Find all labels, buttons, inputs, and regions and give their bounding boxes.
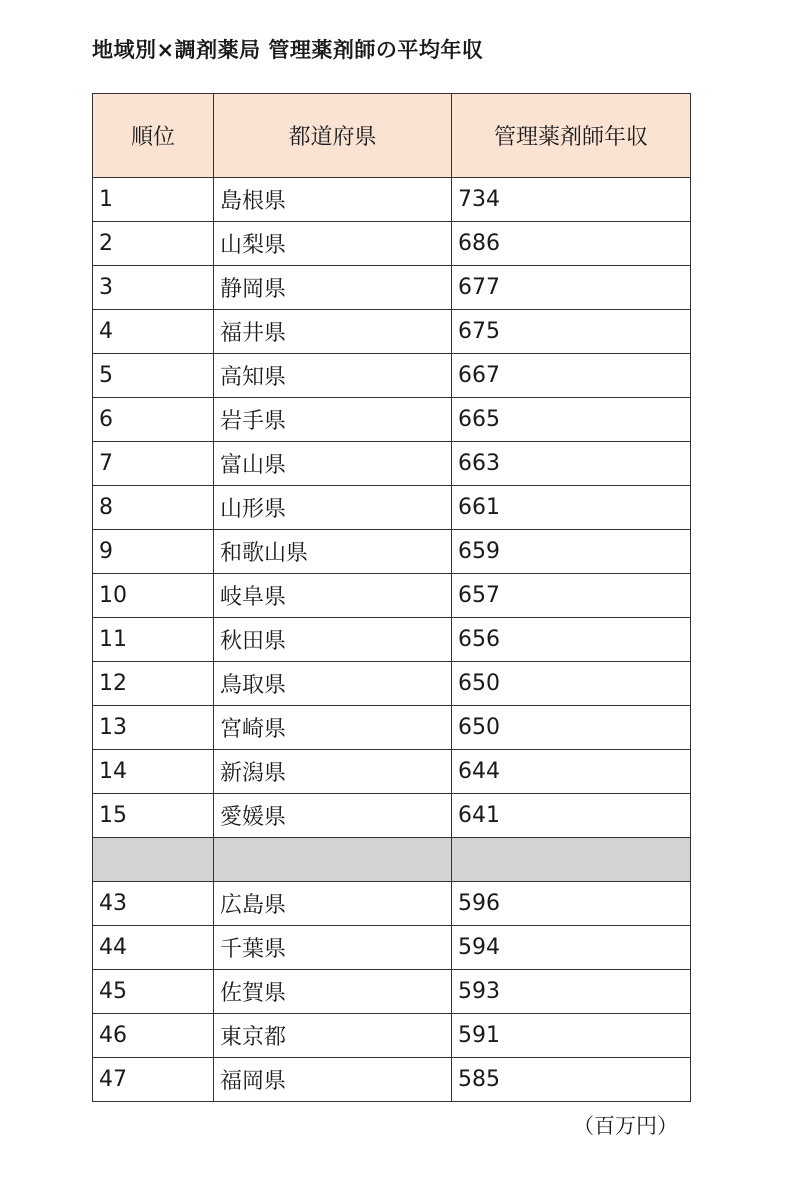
salary-cell: 686 (452, 222, 691, 266)
rank-cell: 13 (93, 706, 214, 750)
rank-cell: 43 (93, 882, 214, 926)
separator-cell (214, 838, 452, 882)
salary-cell: 665 (452, 398, 691, 442)
salary-cell: 677 (452, 266, 691, 310)
table-row (93, 1014, 691, 1058)
table-row (93, 1058, 691, 1102)
prefecture-cell: 福井県 (214, 310, 452, 354)
salary-cell: 644 (452, 750, 691, 794)
page-title: 地域別×調剤薬局 管理薬剤師の平均年収 (92, 38, 484, 62)
rank-cell: 9 (93, 530, 214, 574)
table-header-row (93, 94, 691, 178)
rank-cell: 7 (93, 442, 214, 486)
prefecture-cell: 秋田県 (214, 618, 452, 662)
prefecture-cell: 岐阜県 (214, 574, 452, 618)
prefecture-cell: 島根県 (214, 178, 452, 222)
prefecture-cell: 高知県 (214, 354, 452, 398)
salary-cell: 657 (452, 574, 691, 618)
prefecture-cell: 静岡県 (214, 266, 452, 310)
salary-cell: 663 (452, 442, 691, 486)
rank-cell: 8 (93, 486, 214, 530)
salary-cell: 641 (452, 794, 691, 838)
table-row (93, 882, 691, 926)
rank-cell: 14 (93, 750, 214, 794)
salary-cell: 594 (452, 926, 691, 970)
salary-cell: 734 (452, 178, 691, 222)
prefecture-cell: 和歌山県 (214, 530, 452, 574)
rank-cell: 44 (93, 926, 214, 970)
table-row (93, 750, 691, 794)
table-row (93, 706, 691, 750)
salary-cell: 650 (452, 662, 691, 706)
rank-cell: 11 (93, 618, 214, 662)
table-row (93, 926, 691, 970)
table-row (93, 354, 691, 398)
salary-cell: 659 (452, 530, 691, 574)
prefecture-cell: 宮崎県 (214, 706, 452, 750)
table-row (93, 574, 691, 618)
salary-cell: 585 (452, 1058, 691, 1102)
salary-ranking-table (92, 93, 691, 1102)
salary-cell: 593 (452, 970, 691, 1014)
prefecture-cell: 千葉県 (214, 926, 452, 970)
rank-cell: 6 (93, 398, 214, 442)
rank-cell: 47 (93, 1058, 214, 1102)
prefecture-cell: 山梨県 (214, 222, 452, 266)
rank-cell: 15 (93, 794, 214, 838)
table-row (93, 662, 691, 706)
header-rank: 順位 (93, 94, 214, 178)
salary-cell: 675 (452, 310, 691, 354)
prefecture-cell: 東京都 (214, 1014, 452, 1058)
separator-cell (93, 838, 214, 882)
table-row (93, 970, 691, 1014)
prefecture-cell: 佐賀県 (214, 970, 452, 1014)
rank-cell: 2 (93, 222, 214, 266)
header-salary: 管理薬剤師年収 (452, 94, 691, 178)
salary-cell: 667 (452, 354, 691, 398)
rank-cell: 45 (93, 970, 214, 1014)
table-row (93, 398, 691, 442)
unit-note: （百万円） (573, 1114, 678, 1138)
table-row (93, 178, 691, 222)
rank-cell: 12 (93, 662, 214, 706)
header-prefecture: 都道府県 (214, 94, 452, 178)
salary-cell: 596 (452, 882, 691, 926)
rank-cell: 3 (93, 266, 214, 310)
table-row (93, 266, 691, 310)
prefecture-cell: 愛媛県 (214, 794, 452, 838)
omitted-rows-separator (93, 838, 691, 882)
separator-cell (452, 838, 691, 882)
rank-cell: 46 (93, 1014, 214, 1058)
salary-cell: 650 (452, 706, 691, 750)
prefecture-cell: 広島県 (214, 882, 452, 926)
salary-cell: 656 (452, 618, 691, 662)
salary-cell: 661 (452, 486, 691, 530)
table-row (93, 310, 691, 354)
table-body (93, 178, 691, 1102)
table-row (93, 222, 691, 266)
table-row (93, 530, 691, 574)
salary-cell: 591 (452, 1014, 691, 1058)
rank-cell: 10 (93, 574, 214, 618)
table-row (93, 618, 691, 662)
table-row (93, 794, 691, 838)
table-row (93, 486, 691, 530)
rank-cell: 1 (93, 178, 214, 222)
prefecture-cell: 鳥取県 (214, 662, 452, 706)
prefecture-cell: 富山県 (214, 442, 452, 486)
prefecture-cell: 福岡県 (214, 1058, 452, 1102)
prefecture-cell: 岩手県 (214, 398, 452, 442)
prefecture-cell: 新潟県 (214, 750, 452, 794)
prefecture-cell: 山形県 (214, 486, 452, 530)
rank-cell: 5 (93, 354, 214, 398)
table-row (93, 442, 691, 486)
rank-cell: 4 (93, 310, 214, 354)
